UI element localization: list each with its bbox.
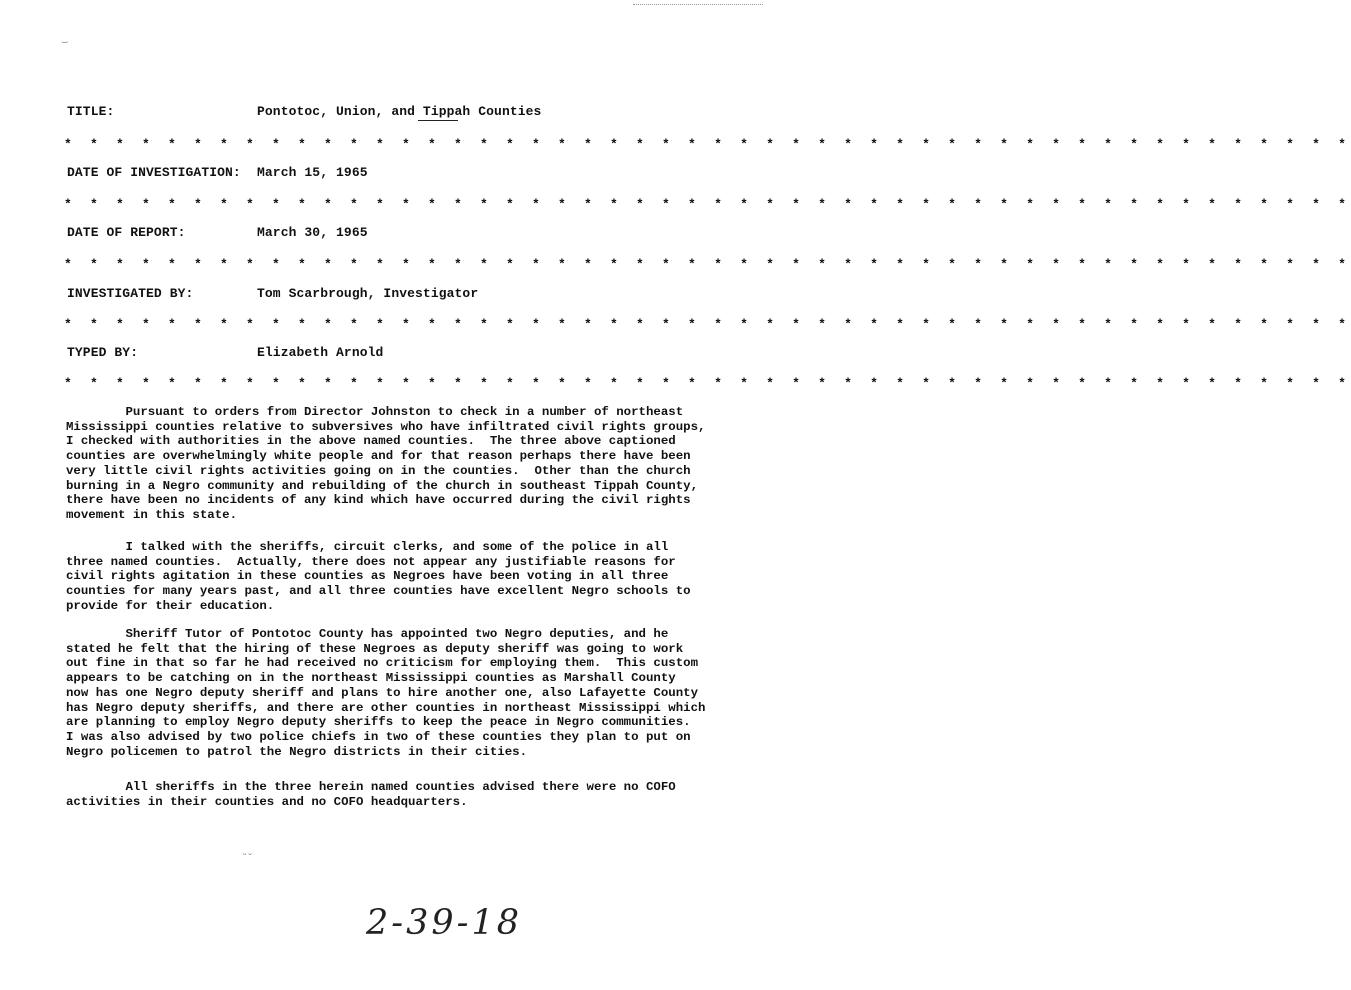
separator-row: * * * * * * * * * * * * * * * * * * * * * * * * * * * * * * * * * * * * * * * * * * * * * * * * * *: [64, 317, 1351, 332]
paragraph: Pursuant to orders from Director Johnston to check in a number of northeast Mississippi counties relative to subversives who have infiltrated civil rights groups, I checked with authorities in the above named counties. The three above captioned counties are overwhelmingly white people and for that reason perhaps there have been very little civil rights activities going on in the counties. Other than the church burning in a Negro community and rebuilding of the church in southeast Tippah County, there have been no incidents of any kind which have occurred during the civil rights movement in this state.: [66, 405, 706, 522]
typist-value: Elizabeth Arnold: [257, 345, 384, 360]
scan-artifact: [633, 0, 763, 5]
handwritten-reference-number: 2-39-18: [366, 903, 522, 943]
separator-row: * * * * * * * * * * * * * * * * * * * * * * * * * * * * * * * * * * * * * * * * * * * * * * * * * *: [64, 197, 1351, 212]
investigation-date-value: March 15, 1965: [257, 165, 368, 180]
separator-row: * * * * * * * * * * * * * * * * * * * * * * * * * * * * * * * * * * * * * * * * * * * * * * * * * *: [64, 137, 1351, 152]
report-date-label: DATE OF REPORT:: [67, 225, 186, 240]
handwritten-underline: [418, 120, 458, 121]
scan-speck: ‿: [62, 34, 68, 44]
title-label: TITLE:: [67, 104, 115, 119]
separator-row: * * * * * * * * * * * * * * * * * * * * * * * * * * * * * * * * * * * * * * * * * * * * * * * * * *: [64, 257, 1351, 272]
investigator-value: Tom Scarbrough, Investigator: [257, 286, 479, 301]
title-value: Pontotoc, Union, and Tippah Counties: [257, 104, 542, 119]
investigator-label: INVESTIGATED BY:: [67, 286, 194, 301]
scan-speck: ᵕᵕ: [242, 850, 253, 860]
paragraph: I talked with the sheriffs, circuit clerks, and some of the police in all three named counties. Actually, there does not appear any justifiable reasons for civil rights agitation in these counties as Negroes have been voting in all three counties for many years past, and all three counties have excellent Negro schools to provide for their education.: [66, 540, 691, 613]
investigation-date-label: DATE OF INVESTIGATION:: [67, 165, 241, 180]
typist-label: TYPED BY:: [67, 345, 139, 360]
report-date-value: March 30, 1965: [257, 225, 368, 240]
paragraph: Sheriff Tutor of Pontotoc County has appointed two Negro deputies, and he stated he felt that the hiring of these Negroes as deputy sheriff was going to work out fine in that so far he had received no criticism for employing them. This custom appears to be catching on in the northeast Mississippi counties as Marshall County now has one Negro deputy sheriff and plans to hire another one, also Lafayette County has Negro deputy sheriffs, and there are other counties in northeast Mississippi which are planning to employ Negro deputy sheriffs to keep the peace in Negro communities. I was also advised by two police chiefs in two of these counties they plan to put on Negro policemen to patrol the Negro districts in their cities.: [66, 627, 706, 759]
separator-row: * * * * * * * * * * * * * * * * * * * * * * * * * * * * * * * * * * * * * * * * * * * * * * * * * *: [64, 376, 1351, 391]
paragraph: All sheriffs in the three herein named counties advised there were no COFO activities in their counties and no COFO headquarters.: [66, 780, 676, 809]
